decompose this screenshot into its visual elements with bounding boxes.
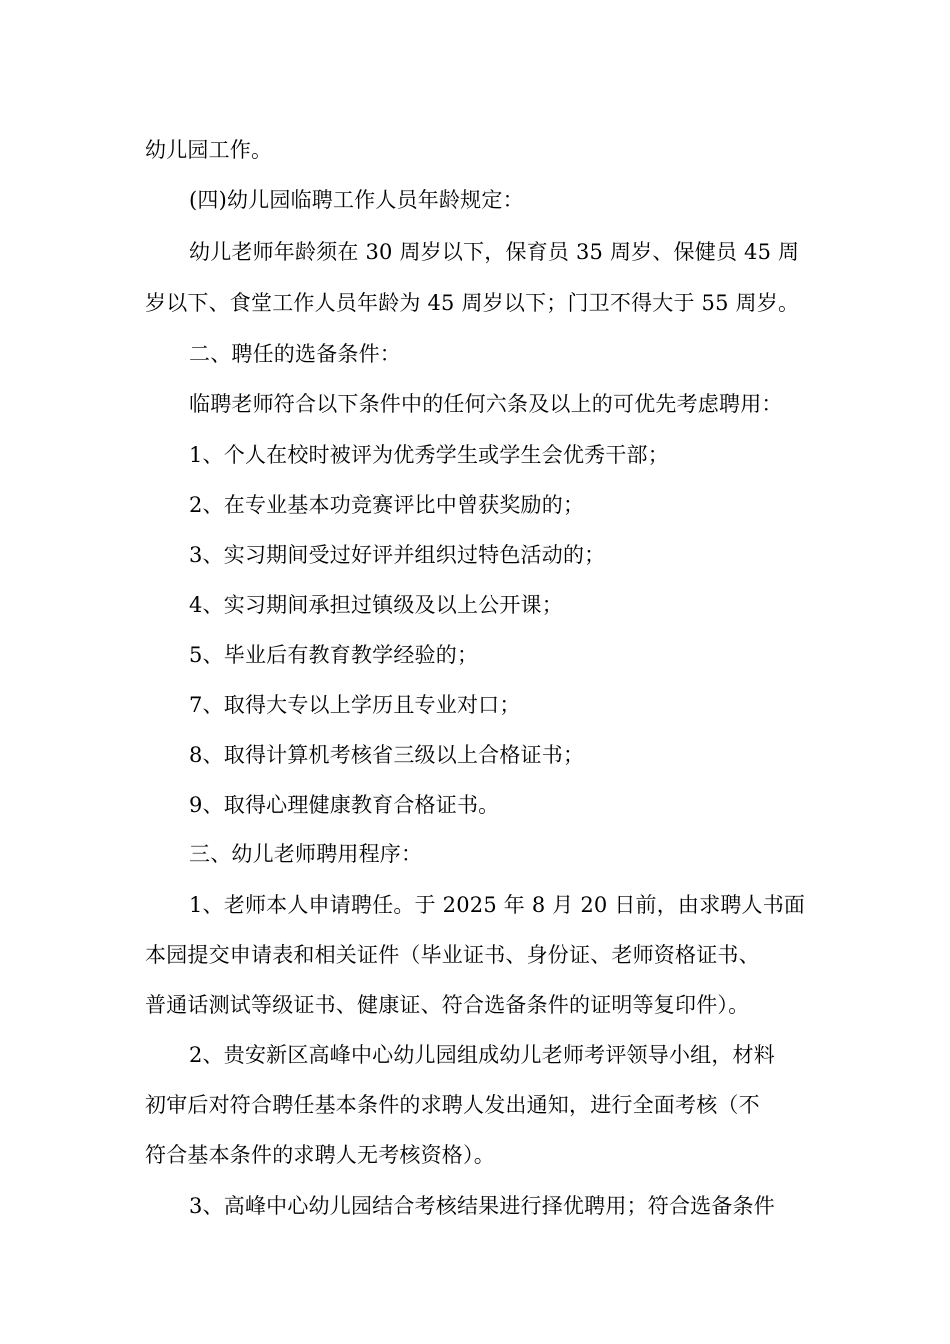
text-line: 幼儿园工作。 <box>145 138 273 162</box>
list-item: 8、取得计算机考核省三级以上合格证书； <box>189 743 585 767</box>
section-heading: 三、幼儿老师聘用程序： <box>189 842 423 866</box>
text-line: 3、高峰中心幼儿园结合考核结果进行择优聘用；符合选备条件 <box>189 1194 775 1218</box>
section-heading: 二、聘任的选备条件： <box>189 342 401 366</box>
list-item: 1、个人在校时被评为优秀学生或学生会优秀干部； <box>189 443 669 467</box>
text-line: 1、老师本人申请聘任。于 2025 年 8 月 20 日前，由求聘人书面 <box>189 893 806 917</box>
list-item: 4、实习期间承担过镇级及以上公开课； <box>189 593 563 617</box>
text-line: 普通话测试等级证书、健康证、符合选备条件的证明等复印件）。 <box>145 993 750 1017</box>
list-item: 2、在专业基本功竞赛评比中曾获奖励的； <box>189 493 585 517</box>
text-line: 本园提交申请表和相关证件（毕业证书、身份证、老师资格证书、 <box>145 943 760 967</box>
text-line: 临聘老师符合以下条件中的任何六条及以上的可优先考虑聘用： <box>189 392 783 416</box>
section-heading: (四)幼儿园临聘工作人员年龄规定： <box>189 188 524 212</box>
text-line: 岁以下、食堂工作人员年龄为 45 周岁以下；门卫不得大于 55 周岁。 <box>145 291 800 315</box>
text-line: 2、贵安新区高峰中心幼儿园组成幼儿老师考评领导小组，材料 <box>189 1043 775 1067</box>
text-line: 符合基本条件的求聘人无考核资格）。 <box>145 1143 495 1167</box>
text-line: 幼儿老师年龄须在 30 周岁以下，保育员 35 周岁、保健员 45 周 <box>189 240 800 264</box>
list-item: 5、毕业后有教育教学经验的； <box>189 643 479 667</box>
list-item: 3、实习期间受过好评并组织过特色活动的； <box>189 543 606 567</box>
list-item: 9、取得心理健康教育合格证书。 <box>189 793 500 817</box>
text-line: 初审后对符合聘任基本条件的求聘人发出通知，进行全面考核（不 <box>145 1093 760 1117</box>
list-item: 7、取得大专以上学历且专业对口； <box>189 693 521 717</box>
